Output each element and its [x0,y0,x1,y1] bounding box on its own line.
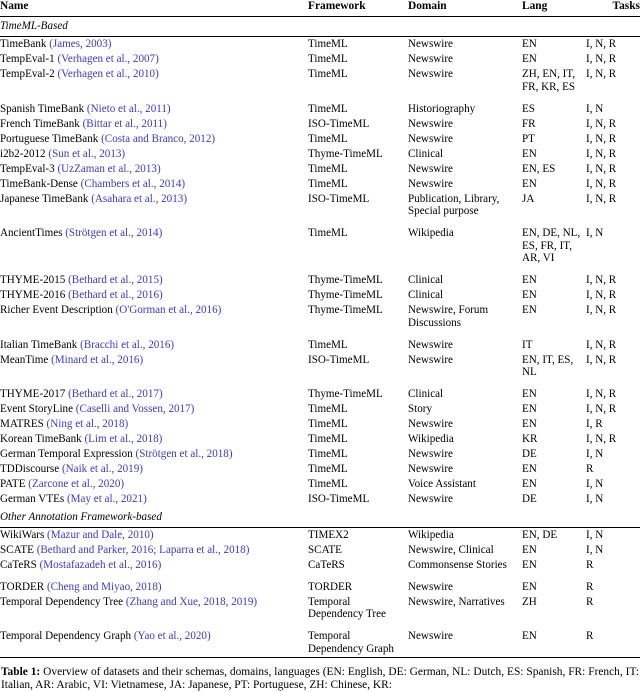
table-row [0,447,640,462]
cell-lang: EN [522,543,537,556]
citation-link[interactable]: (Costa and Branco, 2012) [101,132,216,145]
cell-tasks: R [586,463,594,476]
cell-lang: EN [522,403,537,416]
cell-name [0,177,308,192]
citation-link[interactable]: (Verhagen et al., 2007) [57,53,159,66]
cell-lang: EN [522,478,537,491]
cell-domain: Clinical [408,274,444,287]
table-row [0,117,640,132]
cell-domain: Newswire [408,132,453,145]
cell-framework: TimeML [308,463,348,476]
cell-tasks: I, N [586,102,604,115]
cell-name [0,226,308,266]
cell-domain: Newswire [408,53,453,66]
cell-lang: EN [522,177,537,190]
cell-framework: Thyme-TimeML [308,289,383,302]
cell-name [0,402,308,417]
spacer [0,622,640,629]
cell-lang: EN [522,580,537,593]
row-group-spacer [0,380,640,387]
cell-name [0,338,308,353]
column-header-lang: Lang [522,0,586,16]
citation-link[interactable]: (Lim et al., 2018) [84,433,163,446]
cell-tasks: R [586,595,594,608]
dataset-name: Event StoryLine [0,403,76,416]
row-group-spacer [0,331,640,338]
spacer [0,266,640,273]
citation-link[interactable]: (May et al., 2021) [66,493,147,506]
cell-lang: PT [522,132,535,145]
cell-framework: TimeML [308,418,348,431]
citation-link[interactable]: (Verhagen et al., 2010) [57,68,159,81]
cell-tasks: I, N, R [586,192,617,205]
dataset-name: THYME-2015 [0,274,69,287]
cell-tasks: I, N, R [586,403,617,416]
cell-lang: FR [522,117,536,130]
cell-framework: TimeML [308,177,348,190]
citation-link[interactable]: (James, 2003) [49,38,112,51]
cell-domain: Newswire [408,580,453,593]
cell-domain: Clinical [408,289,444,302]
cell-framework: Thyme-TimeML [308,147,383,160]
table-row [0,558,640,573]
section-title: TimeML-Based [0,16,640,37]
cell-lang: EN [522,53,537,66]
citation-link[interactable]: (Bracchi et al., 2016) [80,338,175,351]
cell-framework: TimeML [308,227,348,240]
cell-domain: Publication, Library, Special purpose [408,192,500,218]
citation-link[interactable]: (Zhang and Xue, 2018, 2019) [125,595,258,608]
spacer [0,380,640,387]
citation-link[interactable]: (Bittar et al., 2011) [82,117,167,130]
cell-tasks: I, N, R [586,289,617,302]
table-row [0,37,640,52]
table-header [0,0,640,16]
dataset-name: TORDER [0,580,47,593]
dataset-name: Korean TimeBank [0,433,85,446]
table-row [0,417,640,432]
cell-domain: Newswire [408,448,453,461]
spacer [0,331,640,338]
cell-framework: Temporal Dependency Graph [308,629,408,657]
cell-name [0,492,308,507]
table-row [0,477,640,492]
dataset-name: Spanish TimeBank [0,102,87,115]
cell-name [0,132,308,147]
cell-tasks: I, N, R [586,274,617,287]
cell-lang: EN [522,147,537,160]
cell-domain: Wikipedia [408,528,454,541]
dataset-name: Italian TimeBank [0,338,81,351]
citation-link[interactable]: (Mazur and Dale, 2010) [47,528,154,541]
table-row [0,432,640,447]
table-row [0,387,640,402]
citation-link[interactable]: (Bethard et al., 2015) [68,274,163,287]
caption-text: Overview of datasets and their schemas, domains, languages (EN: English, DE: German, NL: Dutch, ES: Spanish, FR: French, IT: Italian, AR: Arabic, VI: Vietnamese, JA: Japanese, PT: Portuguese, ZH: Chinese, KR: [1,665,639,691]
citation-link[interactable]: (Yao et al., 2020) [133,630,211,643]
dataset-name: Temporal Dependency Tree [0,595,126,608]
cell-tasks: I, N [586,448,604,461]
citation-link[interactable]: (Minard et al., 2016) [51,353,144,366]
row-group-spacer [0,573,640,580]
citation-link[interactable]: (O'Gorman et al., 2016) [115,304,222,317]
cell-domain: Newswire [408,493,453,506]
dataset-name: THYME-2017 [0,388,69,401]
cell-lang: EN [522,558,537,571]
row-group-spacer [0,95,640,102]
cell-framework: TimeML [308,102,348,115]
cell-domain: Newswire [408,338,453,351]
cell-tasks: I, N, R [586,353,617,366]
header-row [0,0,640,16]
dataset-name: Richer Event Description [0,304,116,317]
cell-domain: Newswire [408,117,453,130]
dataset-name: CaTeRS [0,558,40,571]
cell-lang: DE [522,493,537,506]
cell-lang: DE [522,448,537,461]
table-row [0,402,640,417]
cell-domain: Historiography [408,102,476,115]
cell-tasks: R [586,558,594,571]
cell-framework: TIMEX2 [308,528,349,541]
cell-framework: Temporal Dependency Tree [308,595,386,621]
table-row [0,492,640,507]
dataset-name: MATRES [0,418,47,431]
cell-domain: Wikipedia [408,227,454,240]
cell-name [0,147,308,162]
citation-link[interactable]: (Naik et al., 2019) [61,463,143,476]
dataset-name: French TimeBank [0,117,83,130]
cell-tasks: I, N, R [586,304,617,317]
dataset-name: THYME-2016 [0,289,69,302]
dataset-name: German VTEs [0,493,67,506]
cell-framework: SCATE [308,543,342,556]
cell-tasks: I, N [586,528,604,541]
cell-tasks: R [586,580,594,593]
cell-domain: Newswire, Narratives [408,595,505,608]
cell-name [0,527,308,542]
table-row [0,52,640,67]
citation-link[interactable]: (Caselli and Vossen, 2017) [75,403,195,416]
cell-tasks: I, N, R [586,38,617,51]
cell-name [0,580,308,595]
cell-domain: Newswire, Forum Discussions [408,304,489,329]
table-caption [0,666,640,692]
cell-framework: TimeML [308,162,348,175]
cell-lang: EN [522,274,537,287]
cell-tasks: I, N [586,478,604,491]
cell-name [0,52,308,67]
cell-framework: TimeML [308,338,348,351]
column-header-framework: Framework [308,0,408,16]
cell-name [0,288,308,303]
citation-link[interactable]: (Strötgen et al., 2014) [65,227,163,240]
cell-framework: Thyme-TimeML [308,304,383,317]
cell-name [0,417,308,432]
cell-lang: IT [522,338,533,351]
cell-framework: TimeML [308,68,348,81]
citation-link[interactable]: (Asahara et al., 2013) [91,192,188,205]
cell-framework: ISO-TimeML [308,117,370,130]
cell-lang: EN [522,418,537,431]
citation-link[interactable]: (Nieto et al., 2011) [86,102,171,115]
table-row [0,67,640,95]
row-group-spacer [0,622,640,629]
cell-name [0,387,308,402]
cell-framework: Thyme-TimeML [308,274,383,287]
cell-framework: TimeML [308,478,348,491]
cell-lang: ZH, EN, IT, FR, KR, ES [522,68,576,93]
section-title: Other Annotation Framework-based [0,507,640,527]
dataset-name: TempEval-3 [0,162,58,175]
cell-name [0,432,308,447]
cell-name [0,477,308,492]
cell-name [0,67,308,95]
citation-link[interactable]: (Chambers et al., 2014) [80,177,186,190]
cell-name [0,543,308,558]
citation-link[interactable]: (Ning et al., 2018) [46,418,129,431]
cell-domain: Newswire [408,68,453,81]
cell-name [0,303,308,331]
table-row [0,543,640,558]
spacer [0,219,640,226]
cell-name [0,117,308,132]
row-group-spacer [0,266,640,273]
cell-tasks: I, N, R [586,162,617,175]
cell-tasks: R [586,629,640,657]
cell-tasks: I, N, R [586,53,617,66]
cell-lang: KR [522,433,538,446]
cell-framework: TimeML [308,403,348,416]
dataset-name: Portuguese TimeBank [0,132,102,145]
citation-link[interactable]: (Bethard et al., 2017) [68,388,163,401]
cell-name [0,629,308,657]
table-section-header [0,507,640,527]
table-row [0,162,640,177]
cell-domain: Clinical [408,388,444,401]
citation-link[interactable]: (Strötgen et al., 2018) [135,448,233,461]
cell-domain: Newswire [408,162,453,175]
cell-framework: CaTeRS [308,558,345,571]
cell-tasks: I, N [586,543,604,556]
table-row [0,303,640,331]
table-row [0,177,640,192]
table-row [0,629,640,657]
cell-name [0,192,308,220]
citation-link[interactable]: (UzZaman et al., 2013) [57,162,161,175]
cell-name [0,558,308,573]
cell-framework: ISO-TimeML [308,493,370,506]
cell-domain: Newswire [408,177,453,190]
dataset-name: MeanTime [0,353,52,366]
dataset-name: TimeBank [0,38,50,51]
table-row [0,288,640,303]
cell-domain: Wikipedia [408,433,454,446]
cell-domain: Story [408,403,433,416]
spacer [0,95,640,102]
cell-lang: EN [522,289,537,302]
citation-link[interactable]: (Bethard et al., 2016) [68,289,163,302]
cell-name [0,102,308,117]
cell-framework: ISO-TimeML [308,353,370,366]
table-row [0,580,640,595]
row-group-spacer [0,219,640,226]
cell-domain: Newswire [408,418,453,431]
cell-tasks: I, N, R [586,433,617,446]
cell-framework: TimeML [308,132,348,145]
table-row [0,102,640,117]
cell-domain: Newswire [408,38,453,51]
table-row [0,147,640,162]
cell-domain: Commonsense Stories [408,558,507,571]
table-row [0,273,640,288]
cell-tasks: I, R [586,418,603,431]
table-row [0,462,640,477]
cell-tasks: I, N, R [586,177,617,190]
cell-tasks: I, N [586,493,604,506]
cell-domain: Newswire, Clinical [408,543,494,556]
cell-framework: ISO-TimeML [308,192,370,205]
cell-lang: ES [522,102,535,115]
cell-lang: JA [522,192,535,205]
dataset-name: i2b2-2012 [0,147,49,160]
cell-lang: EN, DE [522,528,558,541]
column-header-domain: Domain [408,0,522,16]
dataset-name: AncientTimes [0,227,66,240]
cell-name [0,353,308,381]
dataset-name: TDDiscourse [0,463,62,476]
cell-lang: EN [522,629,586,657]
cell-domain: Newswire [408,463,453,476]
cell-lang: EN, DE, NL, ES, FR, IT, AR, VI [522,227,581,265]
table-row [0,132,640,147]
cell-lang: EN [522,38,537,51]
dataset-name: Temporal Dependency Graph [0,630,134,643]
table-section-header [0,16,640,37]
cell-domain: Newswire [408,629,522,657]
dataset-name: German Temporal Expression [0,448,136,461]
caption-label: Table 1: [1,665,41,678]
citation-link[interactable]: (Sun et al., 2013) [48,147,126,160]
cell-lang: EN [522,463,537,476]
table-row [0,338,640,353]
spacer [0,573,640,580]
table-row [0,226,640,266]
dataset-name: SCATE [0,543,37,556]
cell-name [0,462,308,477]
table-row [0,192,640,220]
citation-link[interactable]: (Cheng and Miyao, 2018) [46,580,162,593]
column-header-tasks: Tasks [586,0,640,16]
dataset-name: TempEval-1 [0,53,58,66]
table-row [0,353,640,381]
cell-tasks: I, N, R [586,388,617,401]
cell-domain: Voice Assistant [408,478,476,491]
cell-name [0,37,308,52]
cell-lang: EN, ES [522,162,556,175]
cell-domain: Newswire [408,353,453,366]
dataset-name: PATE [0,478,29,491]
cell-lang: EN [522,388,537,401]
citation-link[interactable]: (Zarcone et al., 2020) [28,478,125,491]
cell-framework: Thyme-TimeML [308,388,383,401]
cell-name [0,594,308,622]
cell-name [0,162,308,177]
table-row [0,594,640,622]
cell-tasks: I, N, R [586,68,617,81]
cell-lang: EN [522,304,537,317]
cell-tasks: I, N, R [586,117,617,130]
cell-name [0,273,308,288]
dataset-name: TempEval-2 [0,68,58,81]
citation-link[interactable]: (Bethard and Parker, 2016; Laparra et al., 2018) [36,543,250,556]
cell-tasks: I, N, R [586,338,617,351]
cell-domain: Clinical [408,147,444,160]
cell-framework: TimeML [308,433,348,446]
dataset-name: Japanese TimeBank [0,192,92,205]
table-body [0,16,640,657]
cell-tasks: I, N, R [586,147,617,160]
citation-link[interactable]: (Mostafazadeh et al., 2016) [39,558,162,571]
table-row [0,527,640,542]
cell-lang: ZH [522,595,537,608]
dataset-name: WikiWars [0,528,48,541]
cell-framework: TimeML [308,448,348,461]
cell-lang: EN, IT, ES, NL [522,353,574,379]
cell-framework: TimeML [308,53,348,66]
dataset-name: TimeBank-Dense [0,177,81,190]
cell-framework: TimeML [308,38,348,51]
cell-framework: TORDER [308,580,353,593]
column-header-name: Name [0,0,308,16]
cell-name [0,447,308,462]
cell-tasks: I, N [586,227,604,240]
cell-tasks: I, N, R [586,132,617,145]
